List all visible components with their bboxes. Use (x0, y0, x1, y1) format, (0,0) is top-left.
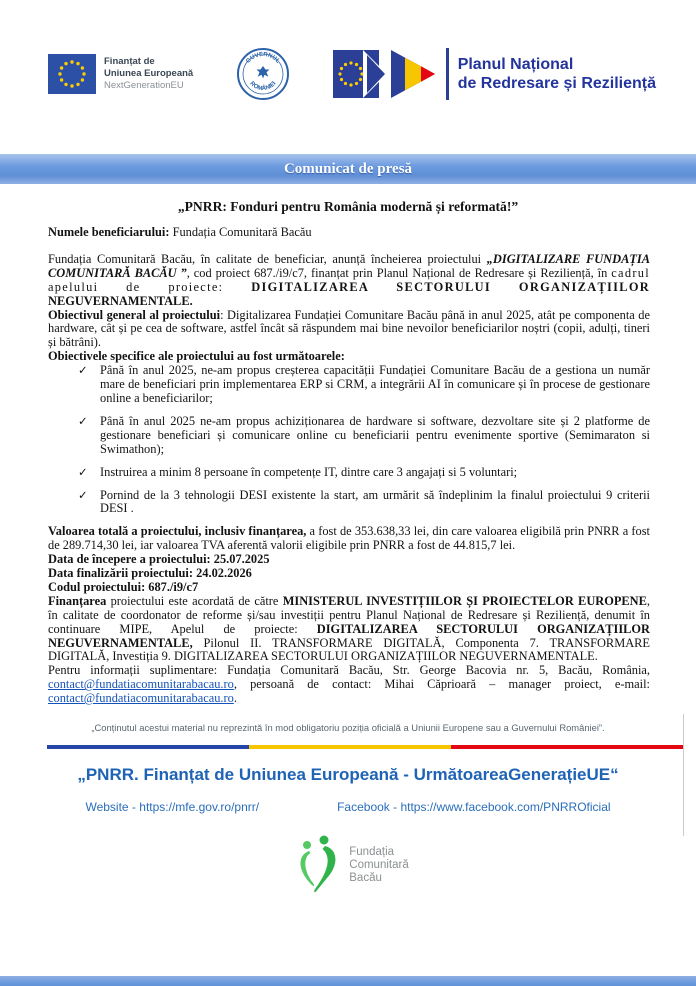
facebook-url: Facebook - https://www.facebook.com/PNRROficial (337, 800, 611, 815)
total-value-paragraph (48, 525, 650, 553)
contact-text: . (233, 691, 237, 706)
objective-text: Pornind de la 3 tehnologii DESI existente la start, am urmărit să îndeplinim la finalul proiectului 9 criterii DESI . (100, 487, 650, 516)
table-border-line (683, 714, 684, 836)
document-title: „PNRR: Fonduri pentru România modernă și reformată!” (177, 199, 519, 214)
banner-label: Comunicat de presă (283, 160, 413, 177)
eu-text-line2: Uniunea Europeană (104, 68, 194, 79)
financing-label: Finanțarea (48, 593, 107, 608)
total-value-text: a fost de 353.638,33 lei, din care valoarea eligibilă prin PNRR a fost de 289.714,30 lei, iar valoarea TVA aferentă valorii eligibile prin PNRR a fost de 44.815,7 lei. (48, 524, 650, 553)
check-icon: ✓ (78, 413, 88, 428)
call-name: DIGITALIZAREA SECTORULUI ORGANIZAȚIILOR NEGUVERNAMENTALE, (48, 621, 650, 650)
foundation-logo (0, 834, 696, 896)
list-item (78, 466, 650, 480)
foundation-name-line3: Bacău (349, 871, 382, 884)
eu-funded-logo (48, 54, 193, 94)
tricolor-blue-segment (47, 745, 249, 749)
financing-paragraph (48, 595, 650, 665)
financing-text: , în calitate de coordonator de reforme și/sau investiții pentru Planul Național de Redresare și Reziliență, denumit în continuare MIPE, Apelul de proiecte: (48, 593, 651, 636)
project-announcement-paragraph (48, 253, 650, 309)
pnrr-logo-text (458, 55, 656, 93)
contact-email-link[interactable]: contact@fundatiacomunitarabacau.ro (48, 677, 234, 692)
end-date-line: Data finalizării proiectului: 24.02.2026 (48, 566, 252, 581)
romanian-tricolor-divider (47, 745, 684, 749)
list-item (78, 415, 650, 457)
list-item (78, 364, 650, 406)
check-icon: ✓ (78, 464, 88, 479)
pnrr-text-line2: de Redresare și Reziliență (457, 75, 656, 92)
financing-text: Pilonul II. TRANSFORMARE DIGITALĂ, Componenta 7. TRANSFORMARE DIGITALĂ, Investiția 9. DIGITALIZAREA SECTORULUI ORGANIZAȚIILOR NEGUVERNAMENTALE. (48, 635, 650, 664)
footer-links-row (0, 800, 696, 814)
pnrr-logo (333, 48, 656, 100)
beneficiary-value: Fundația Comunitară Bacău (169, 225, 312, 239)
contact-paragraph (48, 664, 650, 706)
svg-text:GUVERNUL: GUVERNUL (245, 51, 281, 65)
press-release-banner (0, 154, 696, 184)
beneficiary-line (48, 226, 650, 240)
foundation-heart-icon (287, 834, 343, 896)
beneficiary-label: Numele beneficiarului: (48, 225, 170, 239)
header-logos (0, 0, 696, 110)
foundation-name-line2: Comunitară (349, 858, 409, 871)
eu-funded-text (104, 56, 193, 92)
objectives-heading: Obiectivele specifice ale proiectului au fost următoarele: (48, 349, 345, 364)
announcement-text: cadrul apelului de proiecte: (48, 265, 650, 294)
contact-text: , persoană de contact: Mihai Căprioară – manager proiect, e-mail: (233, 677, 650, 692)
svg-text:ROMÂNIEI: ROMÂNIEI (248, 80, 278, 93)
pnrr-motto: „PNRR. Finanțat de Uniunea Europeană - UrmătoareaGenerațieUE“ (77, 765, 619, 785)
objective-text: Până în anul 2025, ne-am propus creșterea capacității Fundației Comunitare Bacău de a gestiona un număr mare de beneficiari prin implementarea ERP si CRM, a integrării AI în comunicare și în procese de gestionare online a beneficiarilor; (100, 363, 650, 405)
check-icon: ✓ (78, 363, 88, 378)
eu-flag-icon (48, 54, 96, 94)
ministry-name: MINISTERUL INVESTIȚIILOR ȘI PROIECTELOR EUROPENE (282, 593, 647, 608)
objective-text: Instruirea a minim 8 persoane în competențe IT, dintre care 3 angajați si 5 voluntari; (100, 464, 518, 479)
bottom-blue-bar (0, 976, 696, 986)
objectives-list (48, 364, 650, 516)
objective-text: Până în anul 2025 ne-am propus achiziționarea de hardware si software, dezvoltare site și 2 platforme de gestionare beneficiari și comunicare online cu beneficiarii pentru evenimente sportive (Semimaraton si Swimathon); (100, 413, 650, 456)
foundation-name-line1: Fundația (349, 845, 395, 858)
project-code-line: Codul proiectului: 687./i9/c7 (48, 579, 199, 594)
pnrr-logo-divider (446, 48, 449, 100)
general-objective-paragraph (48, 309, 650, 351)
tricolor-red-segment (451, 745, 684, 749)
total-value-label: Valoarea totală a proiectului, inclusiv finanțarea, (48, 524, 307, 539)
document-body (0, 226, 696, 706)
website-url: Website - https://mfe.gov.ro/pnrr/ (85, 800, 260, 815)
announcement-text: Fundația Comunitară Bacău, în calitate de beneficiar, anunță încheierea proiectului (48, 251, 487, 266)
call-name: DIGITALIZAREA SECTORULUI ORGANIZAȚIILOR (251, 279, 650, 294)
start-date-line: Data de începere a proiectului: 25.07.2025 (48, 552, 270, 567)
disclaimer-text: „Conținutul acestui material nu reprezintă în mod obligatoriu poziția oficială a Uniunii Europene sau a Guvernului României”. (91, 722, 605, 734)
pnrr-text-line1: Planul Național (457, 56, 574, 73)
list-item (78, 489, 650, 517)
contact-text: Pentru informații suplimentare: Fundația Comunitară Bacău, Str. George Bacovia nr. 5, Bacău, România, (48, 663, 650, 678)
contact-email-link[interactable]: contact@fundatiacomunitarabacau.ro (48, 691, 234, 706)
announcement-text: , cod proiect 687./i9/c7, finanțat prin Planul Național de Redresare și Reziliență, în (186, 265, 612, 280)
government-seal-icon (236, 46, 290, 102)
project-name: „DIGITALIZARE FUNDAȚIA COMUNITARĂ BACĂU ” (48, 251, 650, 280)
call-name: NEGUVERNAMENTALE. (48, 293, 193, 308)
footer-block (0, 722, 696, 814)
eu-text-line3: NextGenerationEU (104, 80, 184, 91)
general-objective-text: : Digitalizarea Fundației Comunitare Bacău până in anul 2025, atât pe componenta de hardware, cât și pe cea de software, astfel încât să răspundem mai bine nevoilor beneficiarilor noștri (copii, adulți, tineri și bătrâni). (48, 307, 650, 350)
foundation-name (349, 846, 408, 885)
check-icon: ✓ (78, 487, 88, 502)
general-objective-label: Obiectivul general al proiectului (48, 307, 221, 322)
eu-text-line1: Finanțat de (104, 56, 155, 67)
pnrr-logo-icon (333, 48, 437, 100)
tricolor-yellow-segment (249, 745, 451, 749)
financing-text: proiectului este acordată de către (106, 593, 283, 608)
